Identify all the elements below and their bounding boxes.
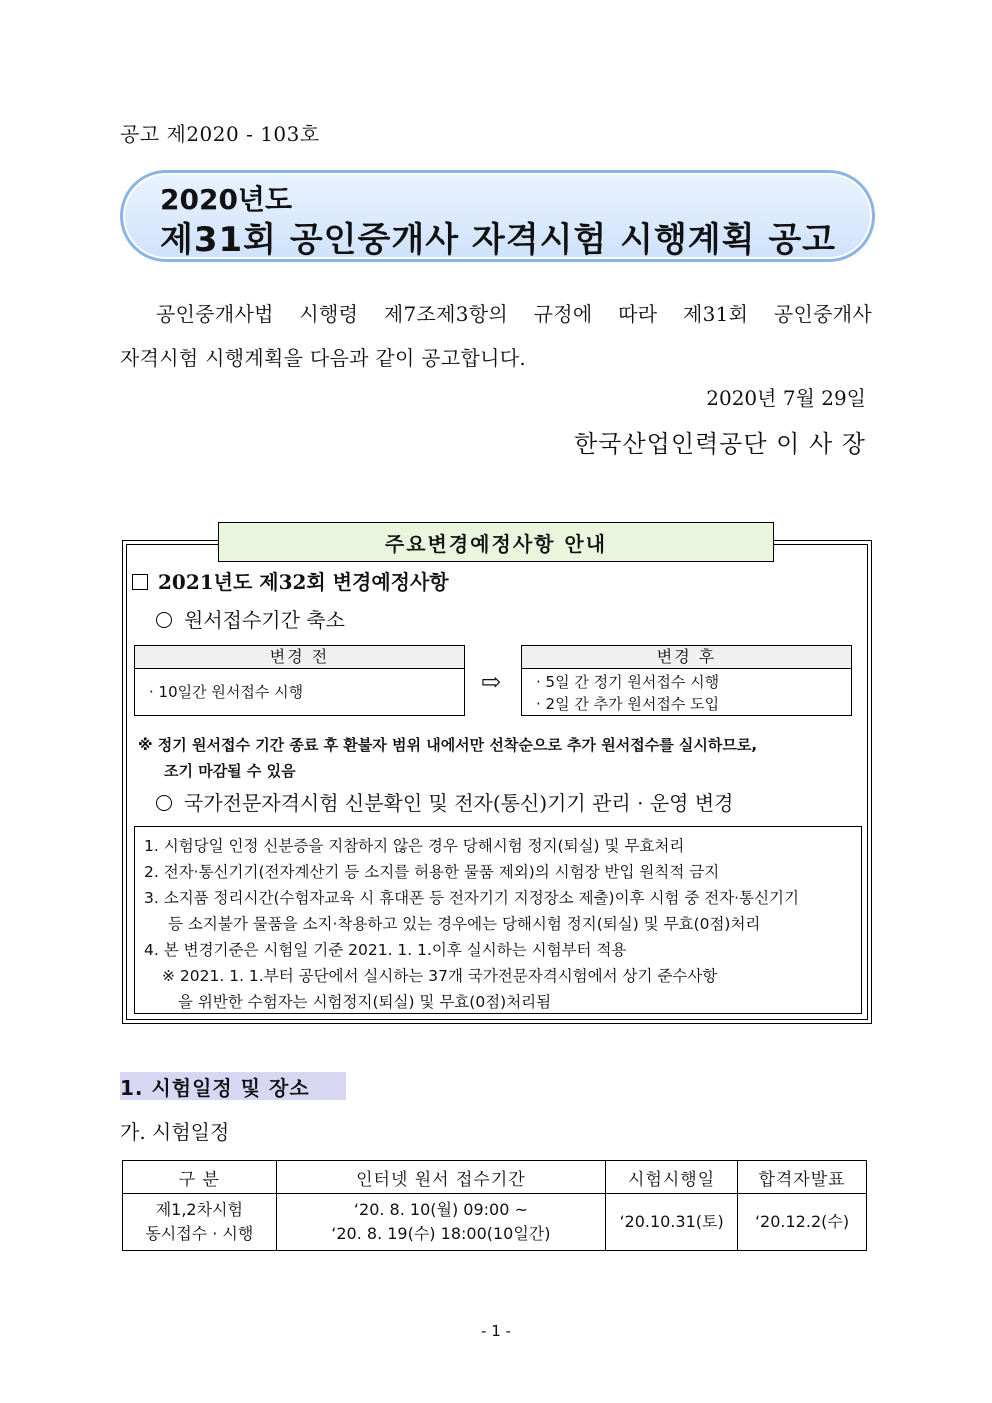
rule-3: 3. 소지품 정리시간(수험자교육 시 휴대폰 등 전자기기 지정장소 제출)이후 시험 중 전자·통신기기	[144, 889, 799, 907]
circle-bullet-icon	[156, 612, 172, 628]
change-item-2	[156, 787, 733, 816]
cell-exam-date: ‘20.10.31(토)	[606, 1194, 738, 1251]
period-line-1: ‘20. 8. 10(월) 09:00 ~	[353, 1200, 528, 1219]
header-category: 구 분	[123, 1161, 277, 1194]
schedule-table	[122, 1160, 867, 1251]
table-row	[123, 1194, 867, 1251]
change-item-2-text: 국가전문자격시험 신분확인 및 전자(통신)기기 관리 · 운영 변경	[184, 791, 734, 815]
section-1-subtitle: 가. 시험일정	[120, 1120, 230, 1144]
section-1-title: 1. 시험일정 및 장소	[120, 1076, 310, 1100]
banner-year: 2020년도	[160, 183, 293, 216]
rule-note: ※ 2021. 1. 1.부터 공단에서 실시하는 37개 국가전문자격시험에서 상기 준수사항	[162, 967, 718, 985]
rule-note-cont: 을 위반한 수험자는 시험정지(퇴실) 및 무효(0점)처리됨	[178, 993, 552, 1011]
category-line-1: 제1,2차시험	[155, 1200, 243, 1219]
rule-1: 1. 시험당일 인정 신분증을 지참하지 않은 경우 당해시험 정지(퇴실) 및 무효처리	[144, 837, 685, 855]
intro-line-1	[120, 298, 872, 327]
after-box	[521, 645, 852, 716]
issuer: 한국산업인력공단 이 사 장	[574, 430, 866, 458]
header-exam-date: 시험시행일	[606, 1161, 738, 1194]
cell-period	[276, 1194, 605, 1251]
notice-date: 2020년 7월 29일	[706, 386, 866, 410]
before-box	[134, 645, 465, 716]
after-line-1: · 5일 간 정기 원서접수 시행	[536, 673, 720, 691]
circle-bullet-icon	[156, 795, 172, 811]
rule-2: 2. 전자·통신기기(전자계산기 등 소지를 허용한 물품 제외)의 시험장 반입 원칙적 금지	[144, 863, 720, 881]
banner-title: 제31회 공인중개사 자격시험 시행계획 공고	[160, 220, 837, 260]
note-line-2: 조기 마감될 수 있음	[164, 762, 296, 780]
intro-line-2: 자격시험 시행계획을 다음과 같이 공고합니다.	[120, 346, 527, 370]
change-item-1-text: 원서접수기간 축소	[184, 608, 345, 632]
cell-category	[123, 1194, 277, 1251]
rule-4: 4. 본 변경기준은 시험일 기준 2021. 1. 1.이후 실시하는 시험부터 적용	[144, 941, 627, 959]
change-item-1	[156, 604, 345, 633]
checkbox-square-icon	[132, 574, 148, 590]
cell-result-date: ‘20.12.2(수)	[738, 1194, 867, 1251]
changes-section-title	[132, 566, 449, 595]
header-result-date: 합격자발표	[738, 1161, 867, 1194]
rule-3-cont: 등 소지불가 물품을 소지·착용하고 있는 경우에는 당해시험 정지(퇴실) 및 무효(0점)처리	[168, 915, 761, 933]
after-line-2: · 2일 간 추가 원서접수 도입	[536, 695, 720, 713]
after-label: 변경 후	[522, 646, 851, 669]
notice-number: 공고 제2020 - 103호	[120, 122, 320, 146]
page-number: - 1 -	[481, 1322, 511, 1340]
note-line-1: ※ 정기 원서접수 기간 종료 후 환불자 범위 내에서만 선착순으로 추가 원서접수를 실시하므로,	[138, 736, 758, 754]
header-application-period: 인터넷 원서 접수기간	[276, 1161, 605, 1194]
right-arrow-icon: ⇨	[481, 668, 502, 696]
changes-section-title-text: 2021년도 제32회 변경예정사항	[158, 570, 449, 594]
table-header-row	[123, 1161, 867, 1194]
before-label: 변경 전	[135, 646, 464, 669]
changes-box-header: 주요변경예정사항 안내	[218, 522, 774, 562]
before-line: · 10일간 원서접수 시행	[149, 683, 304, 701]
period-line-2: ‘20. 8. 19(수) 18:00(10일간)	[331, 1224, 551, 1243]
intro-line-1-text: 공인중개사법 시행령 제7조제3항의 규정에 따라 제31회 공인중개사	[156, 302, 872, 326]
category-line-2: 동시접수 · 시행	[145, 1224, 254, 1243]
